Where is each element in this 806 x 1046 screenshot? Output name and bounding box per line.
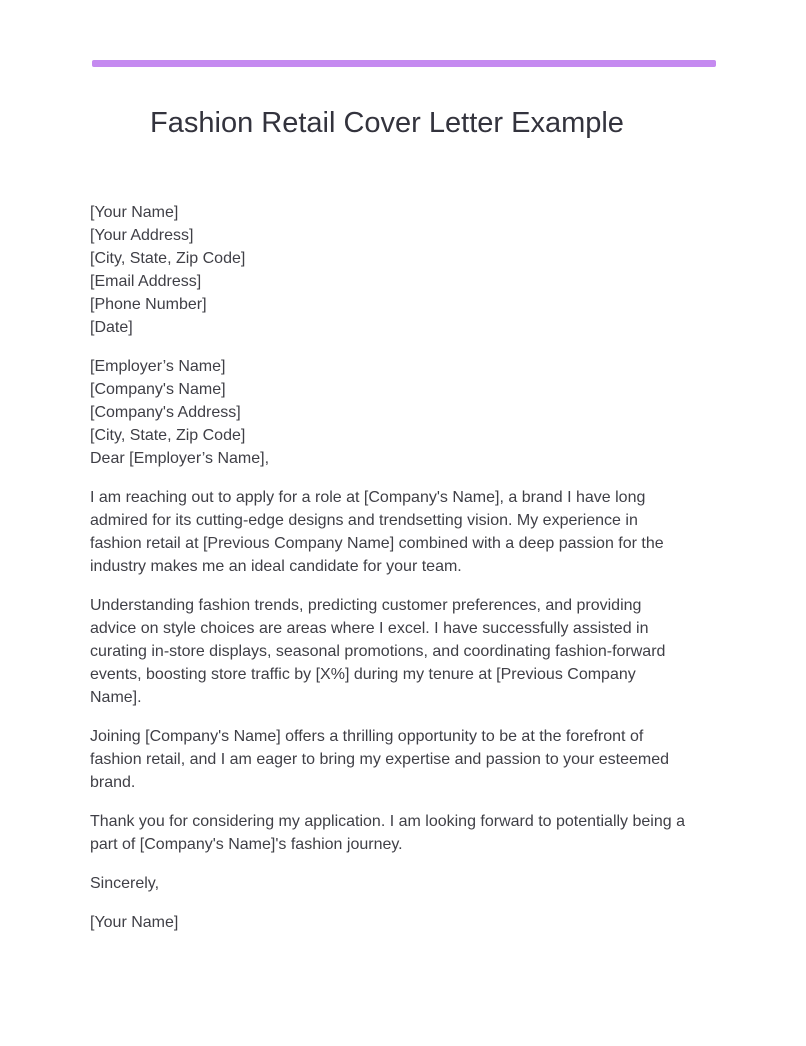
employer-name: [Employer’s Name] (90, 358, 226, 375)
sender-address-block (90, 201, 690, 339)
sender-city-state-zip: [City, State, Zip Code] (90, 250, 246, 267)
valediction: Sincerely, (90, 875, 160, 892)
body-paragraph-thanks: Thank you for considering my application. I am looking forward to potentially being a part of [Company's Name]'s fashion journey. (90, 813, 685, 853)
sender-email: [Email Address] (90, 273, 202, 290)
body-paragraph-intro: I am reaching out to apply for a role at [Company's Name], a brand I have long admired for its cutting-edge designs and trendsetting vision. My experience in fashion retail at [Previous Company Name] combined with a deep passion for the industry makes me an ideal candidate for your team. (90, 489, 664, 575)
page-title: Fashion Retail Cover Letter Example (150, 107, 624, 139)
letter-body (90, 201, 690, 950)
sender-address: [Your Address] (90, 227, 194, 244)
company-name: [Company's Name] (90, 381, 226, 398)
sender-name: [Your Name] (90, 204, 179, 221)
sender-phone: [Phone Number] (90, 296, 207, 313)
body-paragraph-skills: Understanding fashion trends, predicting customer preferences, and providing advice on style choices are areas where I excel. I have successfully assisted in curating in-store displays, seasonal promotions, and coordinating fashion-forward events, boosting store traffic by [X%] during my tenure at [Previous Company Name]. (90, 597, 666, 706)
body-paragraph-motivation: Joining [Company's Name] offers a thrilling opportunity to be at the forefront of fashion retail, and I am eager to bring my expertise and passion to your esteemed brand. (90, 728, 669, 791)
recipient-city-state-zip: [City, State, Zip Code] (90, 427, 246, 444)
company-address: [Company's Address] (90, 404, 241, 421)
salutation: Dear [Employer’s Name], (90, 450, 270, 467)
accent-bar (92, 60, 716, 67)
recipient-address-block (90, 355, 690, 470)
letter-date: [Date] (90, 319, 133, 336)
signature: [Your Name] (90, 914, 179, 931)
